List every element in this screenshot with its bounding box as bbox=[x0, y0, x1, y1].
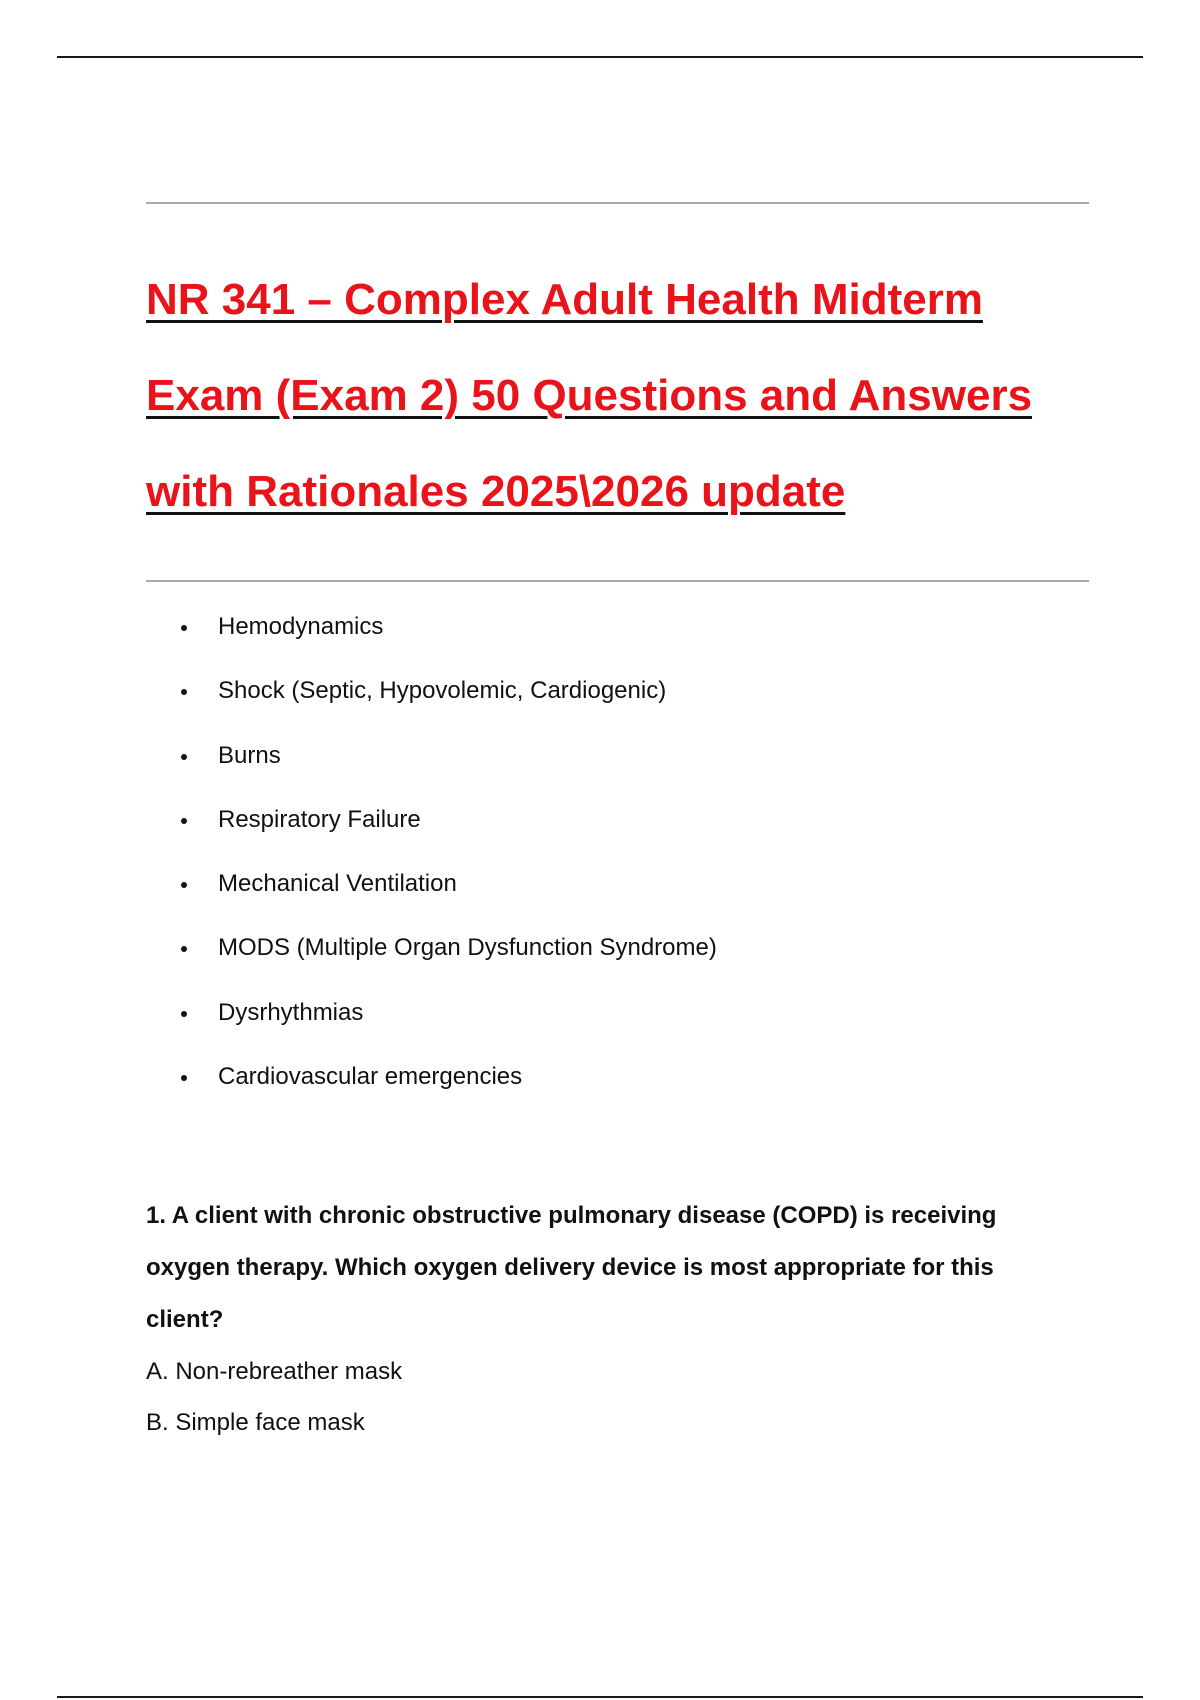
page-top-rule bbox=[57, 56, 1143, 58]
list-item: Dysrhythmias bbox=[146, 999, 717, 1063]
topic-list bbox=[146, 613, 717, 1127]
bullet-icon bbox=[181, 882, 187, 888]
title-top-divider bbox=[146, 202, 1089, 204]
bullet-icon bbox=[181, 1011, 187, 1017]
bullet-icon bbox=[181, 1075, 187, 1081]
title-line: NR 341 – Complex Adult Health Midterm bbox=[146, 275, 983, 324]
list-item: Hemodynamics bbox=[146, 613, 717, 677]
document-title bbox=[146, 252, 1106, 540]
title-bottom-divider bbox=[146, 580, 1089, 582]
answer-option: A. Non-rebreather mask bbox=[146, 1358, 403, 1385]
page-bottom-rule bbox=[57, 1696, 1143, 1698]
list-item: MODS (Multiple Organ Dysfunction Syndrome) bbox=[146, 934, 717, 998]
bullet-icon bbox=[181, 689, 187, 695]
question-text: 1. A client with chronic obstructive pulmonary disease (COPD) is receiving oxygen therapy. Which oxygen delivery device is most appropriate for this client? bbox=[146, 1202, 997, 1333]
answer-options bbox=[146, 1346, 1046, 1448]
bullet-icon bbox=[181, 818, 187, 824]
list-item: Mechanical Ventilation bbox=[146, 870, 717, 934]
bullet-icon bbox=[181, 754, 187, 760]
answer-option: B. Simple face mask bbox=[146, 1409, 365, 1436]
question-1 bbox=[146, 1190, 1046, 1448]
list-item: Burns bbox=[146, 742, 717, 806]
list-item: Shock (Septic, Hypovolemic, Cardiogenic) bbox=[146, 677, 717, 741]
title-line: with Rationales 2025\2026 update bbox=[146, 467, 846, 516]
bullet-icon bbox=[181, 625, 187, 631]
title-line: Exam (Exam 2) 50 Questions and Answers bbox=[146, 371, 1033, 420]
list-item: Respiratory Failure bbox=[146, 806, 717, 870]
list-item: Cardiovascular emergencies bbox=[146, 1063, 717, 1127]
bullet-icon bbox=[181, 946, 187, 952]
